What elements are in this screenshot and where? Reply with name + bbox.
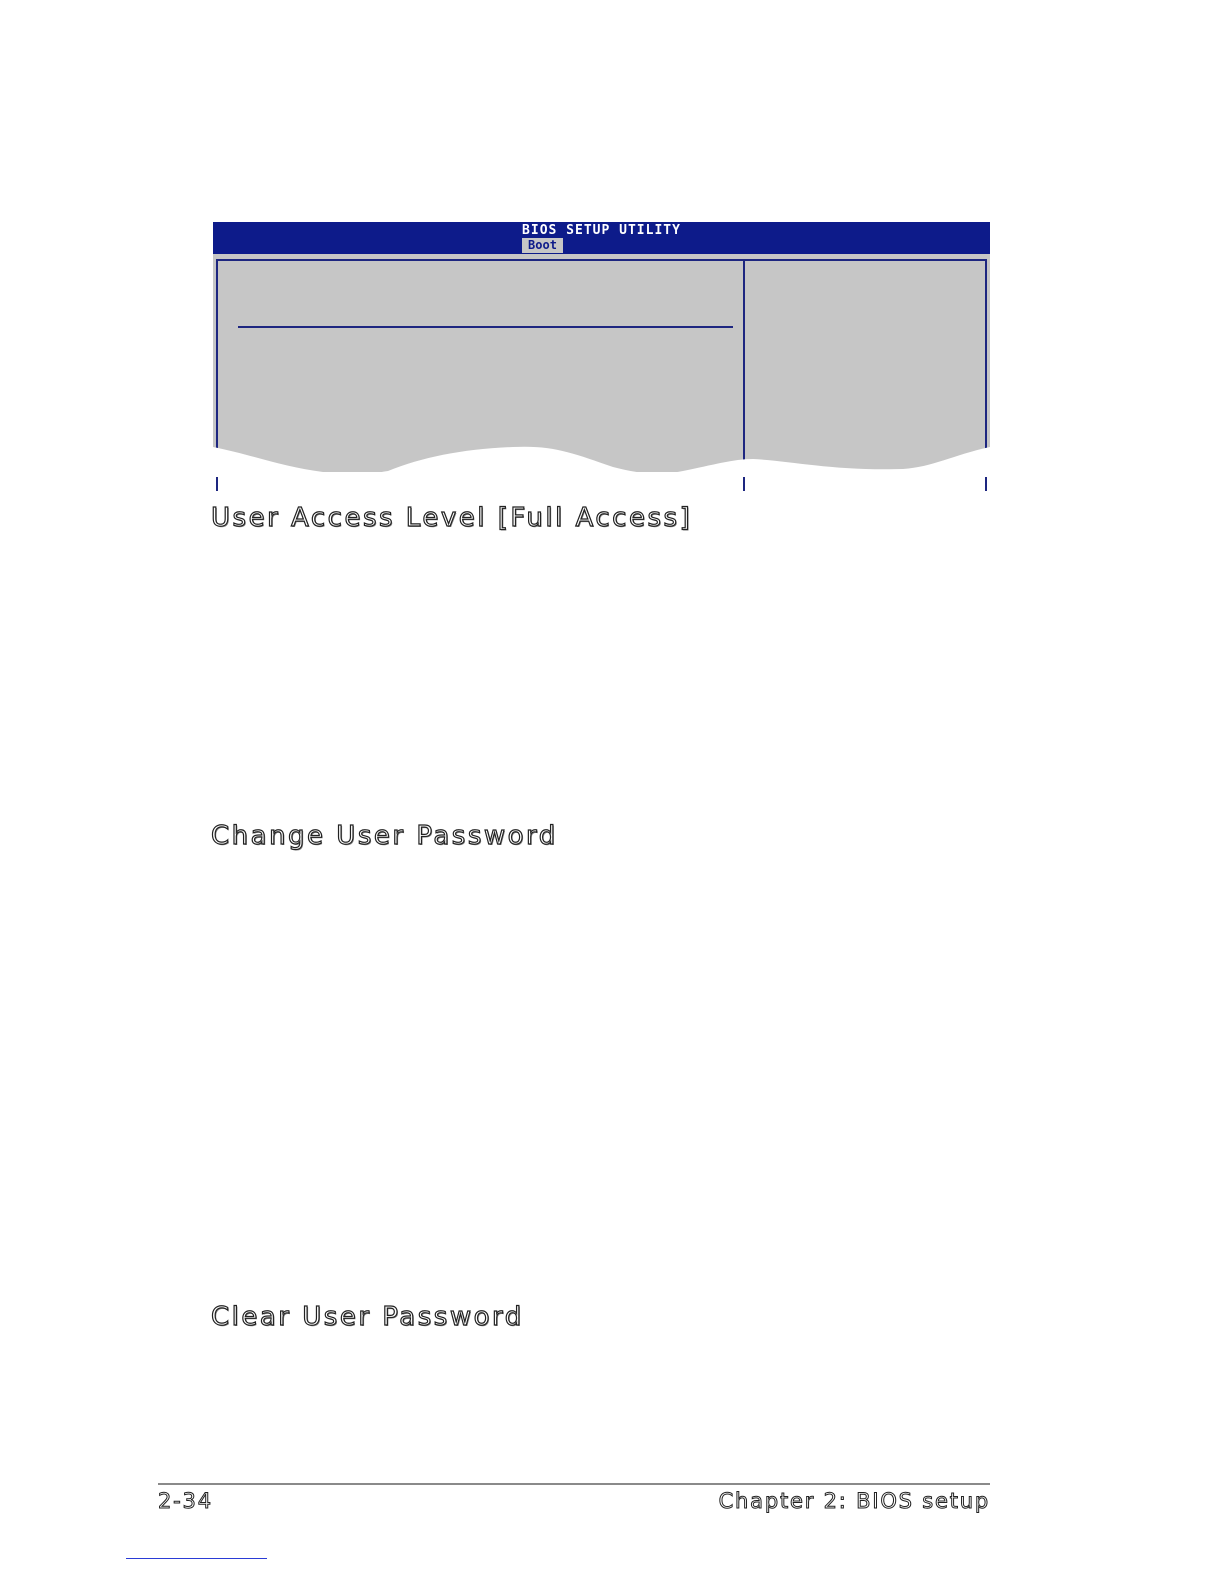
link-underline[interactable]	[126, 1558, 267, 1559]
footer-rule	[158, 1483, 990, 1485]
bios-screenshot	[213, 222, 990, 472]
torn-edge	[213, 427, 990, 477]
section-heading-change-user-password: Change User Password	[211, 821, 558, 851]
bios-title: BIOS SETUP UTILITY	[522, 223, 681, 238]
section-heading-clear-user-password: Clear User Password	[211, 1302, 524, 1332]
bios-divider	[238, 326, 733, 328]
section-heading-user-access-level: User Access Level [Full Access]	[211, 503, 693, 533]
chapter-title: Chapter 2: BIOS setup	[718, 1489, 990, 1513]
page-number: 2-34	[158, 1489, 213, 1513]
tab-boot[interactable]: Boot	[522, 238, 563, 253]
bios-title-bar	[213, 222, 990, 254]
